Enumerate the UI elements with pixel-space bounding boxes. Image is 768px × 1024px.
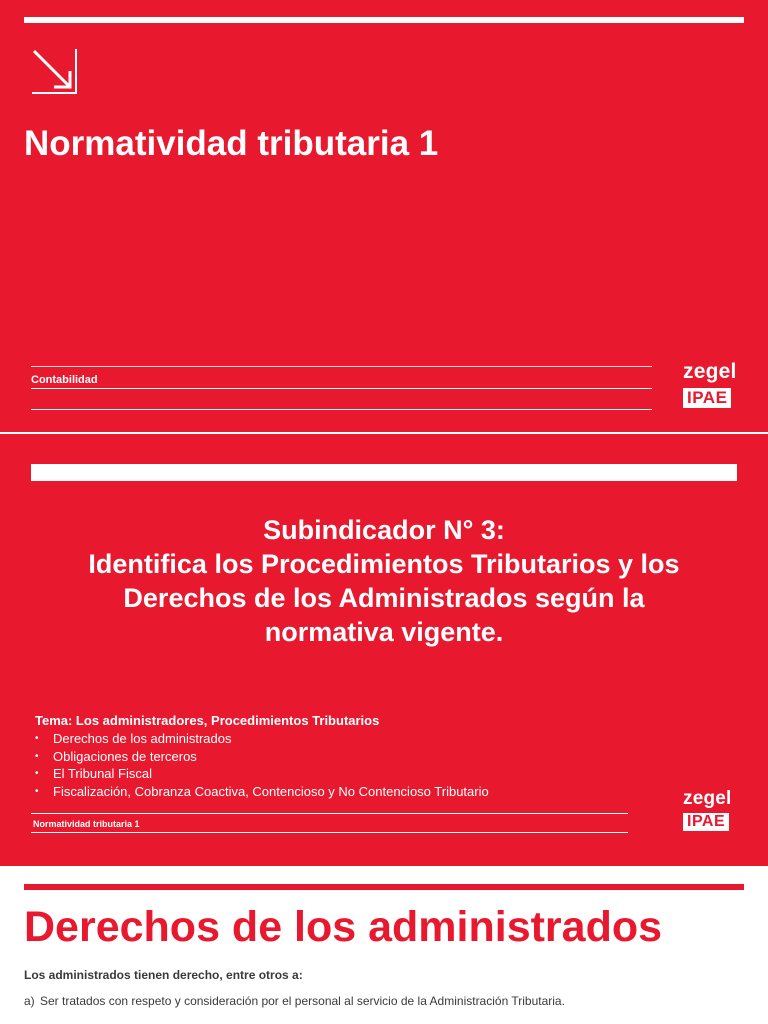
- top-rule: [24, 17, 744, 23]
- list-item: [35, 765, 489, 783]
- bullet-icon: •: [35, 768, 39, 780]
- list-item-text: El Tribunal Fiscal: [53, 766, 152, 782]
- intro-text: Los administrados tienen derecho, entre otros a:: [24, 968, 303, 982]
- rights-item: [24, 994, 565, 1009]
- logo-box: IPAE: [683, 813, 729, 831]
- rights-slide: [0, 868, 768, 1024]
- arrow-down-right-icon: [30, 47, 80, 97]
- heading-line: Derechos de los Administrados según la: [123, 583, 645, 613]
- heading-line: Identifica los Procedimientos Tributarios y los: [88, 549, 680, 579]
- slide-title: Derechos de los administrados: [24, 903, 663, 951]
- bullet-icon: •: [35, 786, 39, 798]
- list-item-text: Derechos de los administrados: [53, 731, 232, 746]
- list-item: [35, 748, 489, 766]
- list-item: [35, 783, 489, 801]
- item-letter: a): [24, 994, 35, 1008]
- subindicator-heading: [0, 513, 768, 649]
- item-text: Ser tratados con respeto y consideración por el personal al servicio de la Administración Tributaria.: [40, 994, 565, 1008]
- cover-title: Normatividad tributaria 1: [24, 124, 439, 163]
- topic-label: Tema: Los administradores, Procedimientos Tributarios: [35, 713, 380, 728]
- divider-line: [31, 832, 628, 833]
- heading-line: normativa vigente.: [264, 617, 504, 647]
- logo-box: IPAE: [683, 388, 731, 408]
- zegel-ipae-logo: [683, 360, 737, 408]
- top-rule: [24, 884, 744, 890]
- topic-list: [35, 730, 489, 801]
- zegel-ipae-logo: [683, 788, 732, 831]
- divider-line: [31, 366, 652, 367]
- footer-label: Normatividad tributaria 1: [33, 819, 140, 829]
- heading-line: Subindicador N° 3:: [263, 515, 505, 545]
- course-label: Contabilidad: [31, 374, 98, 386]
- list-item-text: Obligaciones de terceros: [53, 748, 197, 764]
- cover-slide: [0, 0, 768, 432]
- bullet-icon: •: [35, 750, 39, 762]
- bullet-icon: •: [35, 733, 39, 744]
- divider-line: [31, 388, 652, 389]
- logo-word: zegel: [683, 360, 737, 383]
- top-rule: [31, 464, 737, 481]
- list-item-text: Fiscalización, Cobranza Coactiva, Contencioso y No Contencioso Tributario: [53, 784, 489, 800]
- divider-line: [31, 409, 652, 410]
- list-item: [35, 730, 489, 748]
- subindicator-slide: [0, 434, 768, 866]
- divider-line: [31, 813, 628, 814]
- logo-word: zegel: [683, 788, 732, 809]
